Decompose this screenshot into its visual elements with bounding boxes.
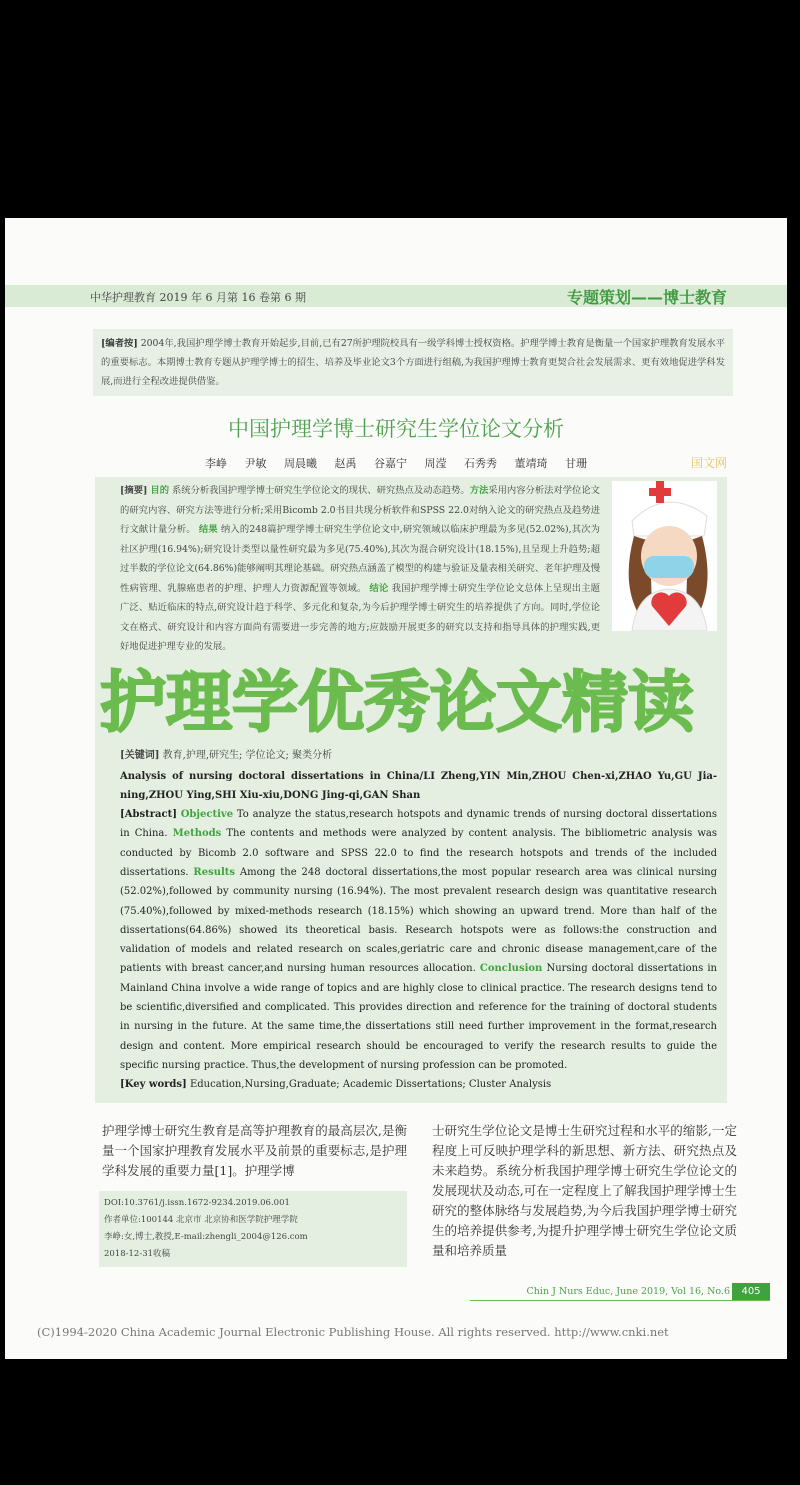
left-column <box>102 1121 407 1267</box>
editor-note-text: 2004年,我国护理学博士教育开始起步,目前,已有27所护理院校具有一级学科博士授权资格。护理学博士教育是衡量一个国家护理教育发展水平的重要标志。本期博士教育专题从护理学博士的招生、培养及毕业论文3个方面进行组稿,为我国护理博士教育更契合社会发展需求、更有效地促进学科发展,而进行全程改进提供借鉴。 <box>101 338 725 387</box>
keywords-text: 教育,护理,研究生; 学位论文; 聚类分析 <box>162 749 333 761</box>
copyright: (C)1994-2020 China Academic Journal Electronic Publishing House. All rights reserved. http://www.cnki.net <box>37 1324 669 1339</box>
abstract-en <box>120 767 717 1095</box>
en-conclusion-text: Nursing doctoral dissertations in Mainland China involve a wide range of topics and are highly close to clinical practice. The research designs tend to be scientific,diversified and complicated. This provides direction and reference for the training of doctoral students in nursing in the future. At the same time,the dissertations still need further improvement in the format,research design and content. More empirical research should be encouraged to verify the research results to guide the specific nursing practice. Thus,the development of nursing profession can be promoted. <box>120 963 717 1071</box>
body-columns <box>102 1121 737 1267</box>
body-column-left: 护理学博士研究生教育是高等护理教育的最高层次,是衡量一个国家护理教育发展水平及前景的重要标志,是护理学科发展的重要力量[1]。护理学博 <box>102 1122 407 1178</box>
abstract-box <box>95 477 727 1103</box>
results-label: Results <box>193 866 236 878</box>
conclusion-text: 我国护理学博士研究生学位论文总体上呈现出主题广泛、贴近临床的特点,研究设计趋于科学、多元化和复杂,为今后护理学博士研究生的培养提供了方向。同时,学位论文在格式、研究设计和内容方面尚有需要进一步完善的地方;应鼓励开展更多的研究以支持和指导具体的护理实践,更好地促进护理专业的发展。 <box>120 582 600 652</box>
keywords-label: [关键词] <box>120 749 160 761</box>
result-text: 纳入的248篇护理学博士研究生学位论文中,研究领域以临床护理最为多见(52.02%),其次为社区护理(16.94%);研究设计类型以量性研究最为多见(75.40%),其次为混合研究设计(18.15%),且呈现上升趋势;超过半数的学位论文(64.86%)能够阐明其理论基础。研究热点涵盖了模型的构建与验证及量表相关研究、老年护理及慢性病管理、乳腺癌患者的护理、护理人力资源配置等领域。 <box>120 524 600 594</box>
section-title: 专题策划——博士教育 <box>566 288 727 307</box>
method-label: 方法 <box>469 485 489 496</box>
nurse-illustration <box>612 481 717 631</box>
overlay-banner-text: 护理学优秀论文精读 <box>100 663 694 741</box>
corresponding-author: 李峥:女,博士,教授,E-mail:zhengli_2004@126.com <box>104 1231 308 1242</box>
journal-issue: 中华护理教育 2019 年 6 月第 16 卷第 6 期 <box>90 291 306 304</box>
objective-text: To analyze the status,research hotspots and dynamic trends of nursing doctoral dissertations in China. <box>120 809 717 840</box>
methods-label: Methods <box>172 828 222 840</box>
authors-row <box>205 454 727 471</box>
keywords-cn <box>120 747 717 765</box>
watermark: 国文网 <box>690 456 727 470</box>
en-keywords-text: Education,Nursing,Graduate; Academic Dissertations; Cluster Analysis <box>189 1079 552 1091</box>
body-column-right: 士研究生学位论文是博士生研究过程和水平的缩影,一定程度上可反映护理学科的新思想、新方法、研究热点及未来趋势。系统分析我国护理学博士研究生学位论文的发展现状及动态,可在一定程度上了解我国护理学博士生研究的整体脉络与发展趋势,为今后我国护理学博士研究生的培养提供参考,为提升护理学博士研究生学位论文质量和培养质量 <box>432 1122 737 1258</box>
en-conclusion-label: Conclusion <box>479 963 543 975</box>
authors: 李峥 尹敏 周晨曦 赵禹 谷嘉宁 周滢 石秀秀 董靖琦 甘珊 <box>205 456 587 470</box>
en-abstract-label: [Abstract] <box>120 809 177 821</box>
editor-note <box>93 329 733 396</box>
doi: DOI:10.3761/j.issn.1672-9234.2019.06.001 <box>104 1197 290 1208</box>
article-meta-box <box>99 1191 407 1267</box>
abstract-label: [摘要] <box>120 485 148 496</box>
conclusion-label: 结论 <box>369 582 389 594</box>
editor-note-label: [编者按] <box>101 338 138 349</box>
article-title: 中国护理学博士研究生学位论文分析 <box>228 417 564 441</box>
page-number: 405 <box>732 1283 770 1300</box>
en-keywords-label: [Key words] <box>120 1079 187 1091</box>
abstract-cn-section <box>120 481 717 657</box>
goal-label: 目的 <box>150 485 169 496</box>
running-header <box>5 285 787 307</box>
result-label: 结果 <box>198 524 218 535</box>
method-text: 采用内容分析法对学位论文的研究内容、研究方法等进行分析;采用Bicomb 2.0书目共现分析软件和SPSS 22.0对纳入论文的研究热点及趋势进行文献计量分析。 <box>120 485 600 535</box>
received-date: 2018-12-31收稿 <box>104 1248 171 1259</box>
footer-citation: Chin J Nurs Educ, June 2019, Vol 16, No.6 <box>526 1285 730 1297</box>
affiliation: 作者单位:100144 北京市 北京协和医学院护理学院 <box>104 1214 298 1225</box>
methods-text: The contents and methods were analyzed by content analysis. The bibliometric analysis was conducted by Bicomb 2.0 software and SPSS 22.0 to find the research hotspots and trends of the included dissertations. <box>120 828 717 878</box>
en-title: Analysis of nursing doctoral dissertations in China/LI Zheng,YIN Min,ZHOU Chen-xi,ZHAO Yu,GU Jia-ning,ZHOU Ying,SHI Xiu-xiu,DONG Jing-qi,GAN Shan <box>120 770 717 801</box>
page-footer <box>470 1283 770 1301</box>
right-column <box>432 1121 737 1267</box>
objective-label: Objective <box>180 809 234 821</box>
journal-page <box>5 218 787 1359</box>
goal-text: 系统分析我国护理学博士研究生学位论文的现状、研究热点及动态趋势。 <box>171 485 470 496</box>
results-text: Among the 248 doctoral dissertations,the most popular research area was clinical nursing (52.02%),followed by community nursing (16.94%). The most prevalent research design was quantitative research (75.40%),followed by mixed-methods research (18.15%) which showing an upward trend. More than half of the dissertations(64.86%) showed its theoretical basis. Research hotspots were as follows:the construction and validation of models and related research on scales,geriatric care and chronic disease management,care of the patients with breast cancer,and nursing human resources allocation. <box>120 866 717 975</box>
